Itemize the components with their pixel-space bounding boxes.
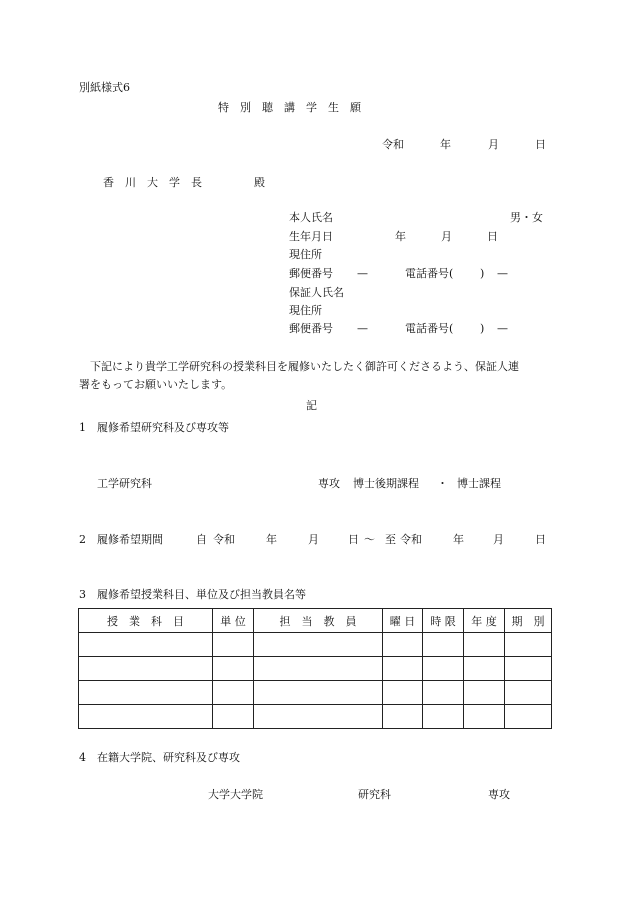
period-year-from: 年: [266, 533, 277, 546]
period-day-to: 日: [535, 533, 546, 546]
col-weekday: 曜 日: [383, 609, 423, 633]
request-paragraph-line1: 下記により貴学工学研究科の授業科目を履修いたしたく御許可くださるよう、保証人連: [90, 360, 519, 373]
table-cell[interactable]: [383, 681, 423, 705]
course-table-header: [79, 609, 552, 633]
table-cell[interactable]: [79, 657, 213, 681]
form-number: 別紙様式6: [79, 81, 130, 94]
table-cell[interactable]: [464, 681, 505, 705]
col-term: 期 別: [505, 609, 552, 633]
guarantor-name-label: 保証人氏名: [289, 286, 344, 299]
birth-year: 年: [395, 230, 406, 243]
section4-heading: 4 在籍大学院、研究科及び専攻: [79, 751, 240, 764]
applicant-phone-close: ): [480, 267, 485, 280]
period-to: 至: [385, 533, 396, 546]
col-course: 授 業 科 目: [79, 609, 213, 633]
guarantor-phone-close: ): [480, 322, 485, 335]
table-cell[interactable]: [254, 705, 383, 729]
ki-marker: 記: [306, 399, 317, 412]
date-era: 令和: [382, 138, 404, 151]
table-cell[interactable]: [213, 657, 254, 681]
birth-day: 日: [487, 230, 498, 243]
period-era-to: 令和: [400, 533, 422, 546]
applicant-postal-dash: —: [357, 267, 368, 280]
table-cell[interactable]: [213, 681, 254, 705]
guarantor-address-label: 現住所: [289, 304, 322, 317]
date-year: 年: [440, 138, 451, 151]
table-row: [79, 681, 552, 705]
table-cell[interactable]: [383, 633, 423, 657]
col-credits: 単 位: [213, 609, 254, 633]
table-cell[interactable]: [383, 657, 423, 681]
table-cell[interactable]: [464, 705, 505, 729]
period-tilde: ～: [364, 533, 375, 546]
table-cell[interactable]: [213, 705, 254, 729]
section4-major: 専攻: [488, 788, 510, 801]
period-year-to: 年: [453, 533, 464, 546]
table-cell[interactable]: [423, 633, 464, 657]
table-cell[interactable]: [423, 657, 464, 681]
birth-month: 月: [441, 230, 452, 243]
table-cell[interactable]: [79, 705, 213, 729]
gender-choice: 男・女: [510, 211, 543, 224]
section4-graduate-school: 研究科: [358, 788, 391, 801]
table-cell[interactable]: [505, 633, 552, 657]
guarantor-postal-label: 郵便番号: [289, 322, 333, 335]
period-era-from: 令和: [213, 533, 235, 546]
table-cell[interactable]: [464, 657, 505, 681]
addressee-honorific: 殿: [254, 176, 265, 189]
section1-doctoral: 博士課程: [457, 477, 501, 490]
applicant-address-label: 現住所: [289, 248, 322, 261]
section1-heading: 1 履修希望研究科及び専攻等: [79, 421, 229, 434]
period-day-from: 日: [348, 533, 359, 546]
section1-doctoral-later: 博士後期課程: [353, 477, 419, 490]
table-cell[interactable]: [423, 681, 464, 705]
period-month-from: 月: [308, 533, 319, 546]
table-row: [79, 633, 552, 657]
table-cell[interactable]: [79, 633, 213, 657]
table-cell[interactable]: [505, 705, 552, 729]
course-table: [78, 608, 552, 729]
date-month: 月: [488, 138, 499, 151]
table-cell[interactable]: [213, 633, 254, 657]
col-period: 時 限: [423, 609, 464, 633]
table-cell[interactable]: [254, 657, 383, 681]
table-cell[interactable]: [464, 633, 505, 657]
guarantor-phone-dash: —: [497, 322, 508, 335]
table-row: [79, 657, 552, 681]
section3-heading: 3 履修希望授業科目、単位及び担当教員名等: [79, 588, 306, 601]
addressee-name: 香 川 大 学 長: [103, 176, 202, 189]
table-cell[interactable]: [254, 681, 383, 705]
table-cell[interactable]: [423, 705, 464, 729]
period-from: 自: [196, 533, 207, 546]
table-row: [79, 705, 552, 729]
request-paragraph-line2: 署をもってお願いいたします。: [79, 378, 233, 391]
table-cell[interactable]: [254, 633, 383, 657]
table-cell[interactable]: [383, 705, 423, 729]
section4-university: 大学大学院: [208, 788, 263, 801]
applicant-postal-label: 郵便番号: [289, 267, 333, 280]
section1-major: 専攻: [318, 477, 340, 490]
applicant-phone-dash: —: [497, 267, 508, 280]
guarantor-phone-label: 電話番号(: [405, 322, 454, 335]
applicant-name-label: 本人氏名: [289, 211, 333, 224]
period-month-to: 月: [493, 533, 504, 546]
col-instructor: 担 当 教 員: [254, 609, 383, 633]
applicant-phone-label: 電話番号(: [405, 267, 454, 280]
col-year: 年 度: [464, 609, 505, 633]
guarantor-postal-dash: —: [357, 322, 368, 335]
table-cell[interactable]: [505, 657, 552, 681]
page-title: 特 別 聴 講 学 生 願: [218, 101, 361, 114]
table-cell[interactable]: [505, 681, 552, 705]
section1-dot: ・: [437, 477, 448, 490]
date-day: 日: [535, 138, 546, 151]
table-cell[interactable]: [79, 681, 213, 705]
section2-heading: 2 履修希望期間: [79, 533, 163, 546]
birth-label: 生年月日: [289, 230, 333, 243]
section1-school: 工学研究科: [97, 477, 152, 490]
